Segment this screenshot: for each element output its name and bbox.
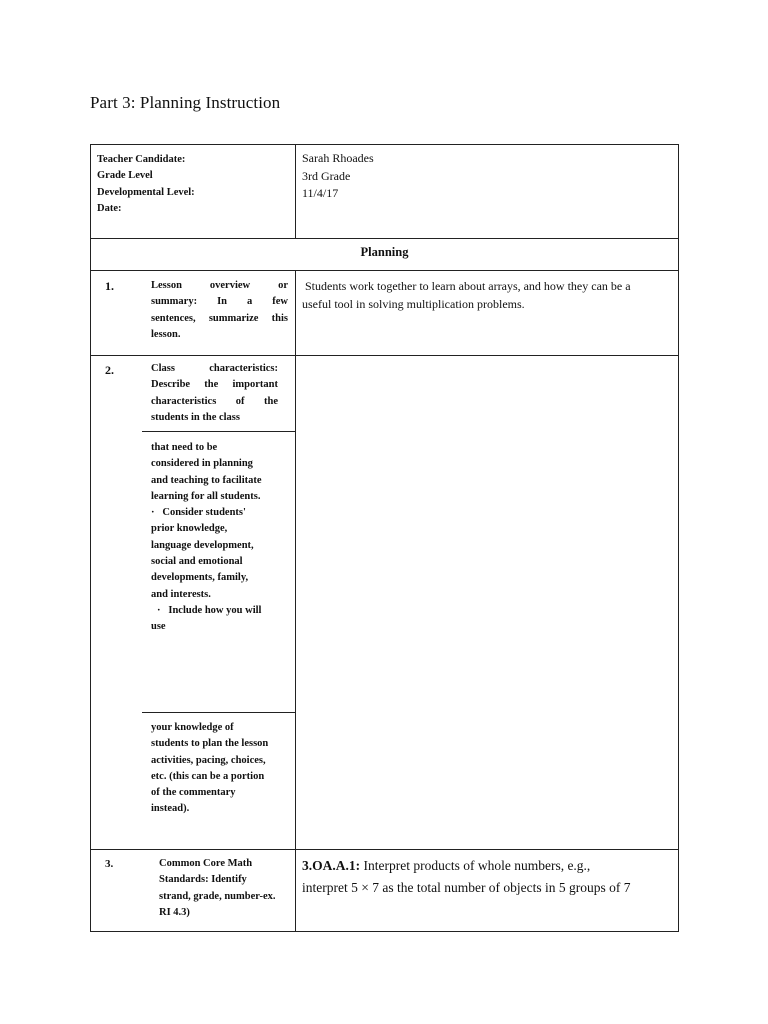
label-line: RI 4.3) [159, 906, 190, 918]
cell-divider [142, 431, 295, 432]
label-line: students in the class [151, 411, 240, 423]
label-line: use [151, 621, 166, 633]
column-divider [295, 270, 296, 932]
class-characteristics-label [151, 361, 278, 426]
label-line: considered in planning [151, 458, 253, 470]
planning-heading: Planning [360, 245, 409, 259]
common-core-standard-text [302, 855, 631, 899]
row-divider [90, 355, 679, 356]
label-line: Common Core Math [159, 858, 253, 869]
label-line: that need to be [151, 442, 218, 453]
lesson-overview-label [151, 278, 288, 343]
label-line: summary: In a few [151, 296, 288, 308]
standard-code: 3.OA.A.1: [302, 858, 361, 873]
teacher-name-value: Sarah Rhoades [302, 151, 374, 165]
class-characteristics-continued [151, 440, 291, 636]
row-number: 3. [105, 858, 114, 870]
row-number: 1. [105, 279, 114, 293]
label-line: Standards: Identify [159, 874, 247, 886]
label-line: of the commentary [151, 787, 236, 799]
label-line: lesson. [151, 328, 181, 340]
content-line: Students work together to learn about arrays, and how they can be a [302, 279, 631, 293]
label-line: and interests. [151, 588, 211, 600]
label-line: sentences, summarize this [151, 312, 288, 324]
grade-level-value: 3rd Grade [302, 168, 351, 183]
content-line: useful tool in solving multiplication problems. [302, 296, 525, 311]
header-values [302, 150, 374, 203]
row-number: 2. [105, 363, 114, 377]
bullet-item: · Include how you will [157, 604, 262, 616]
class-characteristics-continued-2 [151, 720, 291, 818]
header-labels [97, 152, 195, 217]
row-divider [90, 238, 679, 239]
column-divider [295, 144, 296, 238]
label-line: strand, grade, number-ex. [159, 890, 276, 902]
label-line: social and emotional [151, 556, 243, 568]
label-line: Lesson overview or [151, 280, 288, 291]
grade-level-label: Grade Level [97, 170, 153, 182]
row-divider [90, 270, 679, 271]
label-line: learning for all students. [151, 490, 261, 502]
label-line: Describe the important [151, 379, 278, 391]
developmental-level-label: Developmental Level: [97, 186, 195, 198]
label-line: students to plan the lesson [151, 738, 269, 750]
standard-text-line: Interpret products of whole numbers, e.g., [360, 858, 591, 873]
label-line: Class characteristics: [151, 363, 278, 374]
label-line: activities, pacing, choices, [151, 754, 266, 766]
teacher-candidate-label: Teacher Candidate: [97, 154, 186, 165]
label-line: developments, family, [151, 572, 249, 584]
label-line: prior knowledge, [151, 523, 228, 535]
label-line: language development, [151, 539, 254, 551]
label-line: characteristics of the [151, 395, 278, 407]
date-value: 11/4/17 [302, 186, 339, 200]
label-line: and teaching to facilitate [151, 474, 262, 486]
label-line: etc. (this can be a portion [151, 770, 265, 782]
date-label: Date: [97, 202, 122, 214]
standard-text-line: interpret 5 × 7 as the total number of objects in 5 groups of 7 [302, 880, 631, 895]
bullet-item: · Consider students' [151, 507, 246, 519]
page-title: Part 3: Planning Instruction [90, 93, 281, 112]
label-line: instead). [151, 803, 190, 815]
row-divider [90, 849, 679, 850]
common-core-standards-label [159, 856, 293, 921]
lesson-overview-text [302, 278, 631, 313]
cell-divider [142, 712, 295, 713]
label-line: your knowledge of [151, 722, 234, 733]
